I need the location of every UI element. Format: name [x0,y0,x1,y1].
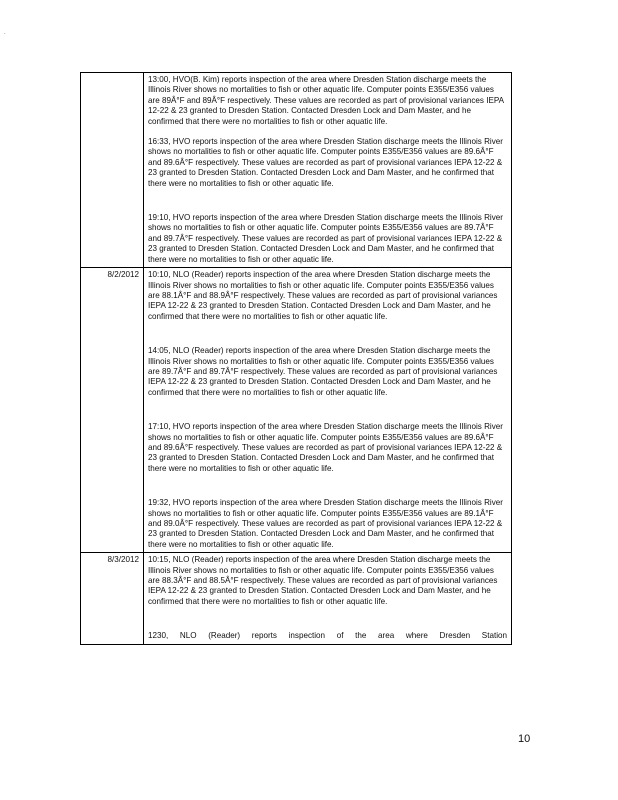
log-entry: 13:00, HVO(B. Kim) reports inspection of the area where Dresden Station discharge meets the Illinois River shows no mortalities to fish or other aquatic life. Computer points E355/E356 values are 89Â°F and 89Â°F respectively. These values are recorded as part of provisional variances IEPA 12-22 & 23 granted to Dresden Station. Contacted Dresden Lock and Dam Master, and he confirmed that there were no mortalities to fish or other aquatic life. [148,75,504,126]
page-number: 10 [518,733,531,745]
scan-mark: . [4,30,6,36]
log-entry: 1230, NLO (Reader) reports inspection of the area where Dresden Station [148,631,507,641]
log-entry: 19:32, HVO reports inspection of the area where Dresden Station discharge meets the Illinois River shows no mortalities to fish or other aquatic life. Computer points E355/E356 values are 89.1Â°F and 89.0Â°F respectively. These values are recorded as part of provisional variances IEPA 12-22 & 23 granted to Dresden Station. Contacted Dresden Lock and Dam Master, and he confirmed that there were no mortalities to fish or other aquatic life. [148,498,503,549]
date-cell: 8/2/2012 [81,268,144,553]
log-entry: 14:05, NLO (Reader) reports inspection of the area where Dresden Station discharge meets the Illinois River shows no mortalities to fish or other aquatic life. Computer points E355/E356 values are 89.7Â°F and 89.7Â°F respectively. These values are recorded as part of provisional variances IEPA 12-22 & 23 granted to Dresden Station. Contacted Dresden Lock and Dam Master, and he confirmed that there were no mortalities to fish or other aquatic life. [148,346,498,397]
date-cell [81,73,144,268]
table-row [81,73,512,268]
date-cell: 8/3/2012 [81,553,144,644]
log-entry: 10:15, NLO (Reader) reports inspection of the area where Dresden Station discharge meets the Illinois River shows no mortalities to fish or other aquatic life. Computer points E355/E356 values are 88.3Â°F and 88.5Â°F respectively. These values are recorded as part of provisional variances IEPA 12-22 & 23 granted to Dresden Station. Contacted Dresden Lock and Dam Master, and he confirmed that there were no mortalities to fish or other aquatic life. [148,555,498,606]
inspection-log-table [80,72,512,645]
log-entry: 19:10, HVO reports inspection of the area where Dresden Station discharge meets the Illinois River shows no mortalities to fish or other aquatic life. Computer points E355/E356 values are 89.7Â°F and 89.7Â°F respectively. These values are recorded as part of provisional variances IEPA 12-22 & 23 granted to Dresden Station. Contacted Dresden Lock and Dam Master, and he confirmed that there were no mortalities to fish or other aquatic life. [148,213,503,264]
table-row [81,553,512,644]
table-row [81,268,512,553]
entries-cell [144,268,512,553]
entries-cell [144,73,512,268]
log-entry: 16:33, HVO reports inspection of the area where Dresden Station discharge meets the Illinois River shows no mortalities to fish or other aquatic life. Computer points E355/E356 values are 89.6Â°F and 89.6Â°F respectively. These values are recorded as part of provisional variances IEPA 12-22 & 23 granted to Dresden Station. Contacted Dresden Lock and Dam Master, and he confirmed that there were no mortalities to fish or other aquatic life. [148,137,503,188]
log-entry: 10:10, NLO (Reader) reports inspection of the area where Dresden Station discharge meets the Illinois River shows no mortalities to fish or other aquatic life. Computer points E355/E356 values are 88.1Â°F and 88.9Â°F respectively. These values are recorded as part of provisional variances IEPA 12-22 & 23 granted to Dresden Station. Contacted Dresden Lock and Dam Master, and he confirmed that there were no mortalities to fish or other aquatic life. [148,270,498,321]
entries-cell [144,553,512,644]
log-entry: 17:10, HVO reports inspection of the area where Dresden Station discharge meets the Illinois River shows no mortalities to fish or other aquatic life. Computer points E355/E356 values are 89.6Â°F and 89.6Â°F respectively. These values are recorded as part of provisional variances IEPA 12-22 & 23 granted to Dresden Station. Contacted Dresden Lock and Dam Master, and he confirmed that there were no mortalities to fish or other aquatic life. [148,422,503,473]
